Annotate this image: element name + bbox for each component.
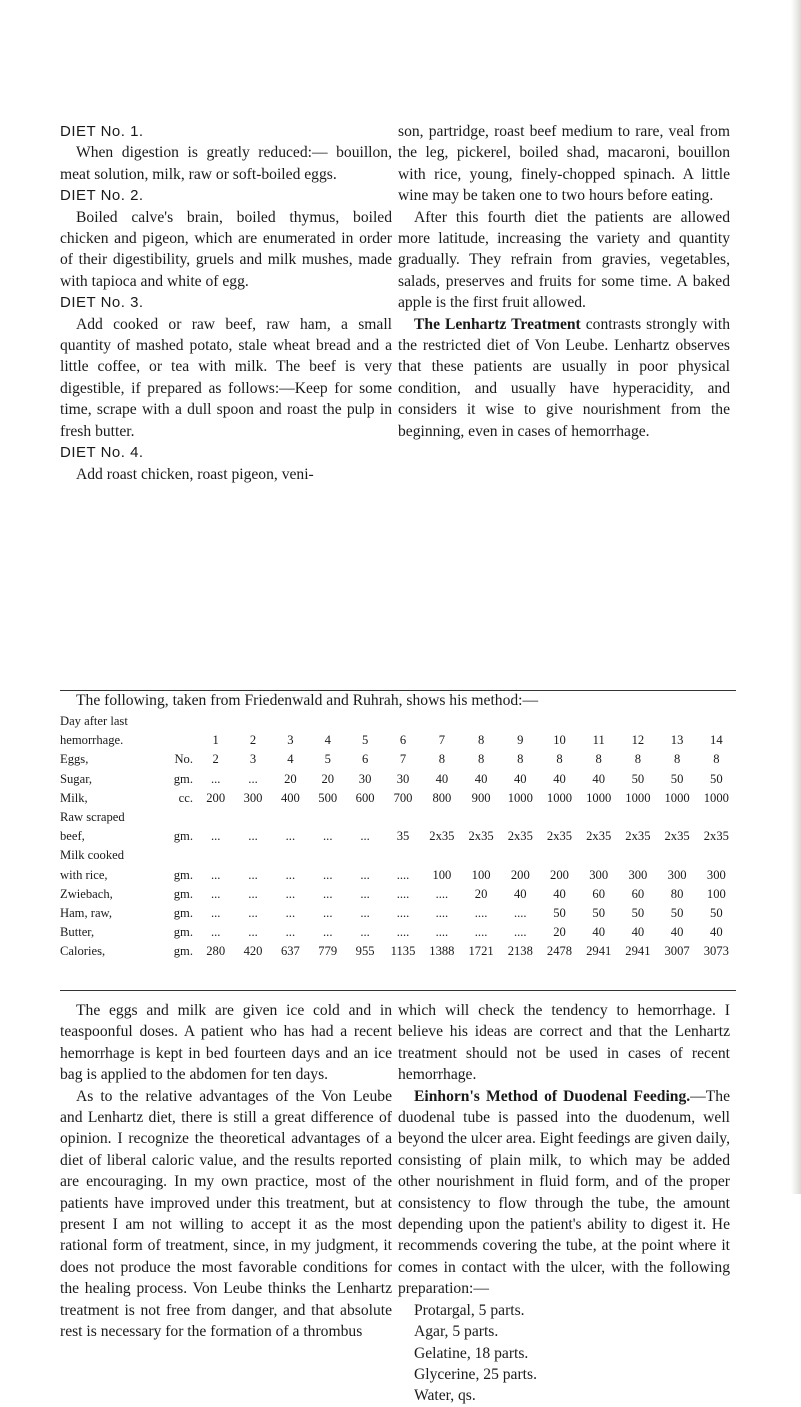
table-row	[60, 942, 736, 961]
table-cell: ...	[210, 829, 221, 844]
right-column	[398, 121, 730, 485]
right-paragraph-2: After this fourth diet the patients are allowed more latitude, increasing the variety and quantity gradually. They refrain from gravies, vegetables, salads, preserves and fruits for some time. A baked apple is the first fruit allowed.	[398, 208, 730, 312]
table-empty-cell	[422, 808, 461, 827]
recipe-item: Protargal, 5 parts.	[414, 1301, 525, 1319]
table-cell: ...	[360, 906, 370, 921]
table-cell: ....	[513, 906, 527, 921]
table-empty-cell	[618, 808, 657, 827]
table-cell: 420	[243, 944, 263, 959]
table-cell: ....	[474, 906, 488, 921]
table-empty-cell	[579, 846, 618, 865]
table-cell: 2x35	[625, 829, 651, 844]
table-cell: ...	[360, 867, 370, 882]
table-cell: ...	[210, 867, 221, 882]
table-row	[60, 750, 736, 769]
table-header-pre-row	[60, 712, 736, 731]
lower-right-paragraph-2	[398, 1086, 730, 1300]
table-cell: ...	[323, 886, 333, 901]
table-day-header: 14	[710, 733, 723, 748]
table-cell: 8	[595, 752, 602, 767]
table-day-header: 10	[553, 733, 566, 748]
table-cell: 500	[318, 790, 338, 805]
table-empty-cell	[461, 712, 500, 731]
lenhartz-runin-heading: The Lenhartz Treatment	[414, 315, 581, 333]
table-cell: ....	[435, 925, 449, 940]
table-empty-cell	[461, 846, 500, 865]
table-cell: 2x35	[703, 829, 729, 844]
table-empty-cell	[272, 712, 309, 731]
table-cell: 2478	[546, 944, 573, 959]
table-cell: 2x35	[586, 829, 612, 844]
row-label-name: Butter,	[60, 925, 95, 940]
table-cell: 8	[713, 752, 720, 767]
table-cell: 35	[396, 829, 410, 844]
table-row	[60, 885, 736, 904]
table-cell: 50	[710, 771, 723, 786]
left-column	[60, 121, 392, 485]
table-row-pre-label: Milk cooked	[60, 848, 125, 863]
table-cell: ...	[285, 867, 296, 882]
table-cell: ...	[248, 906, 258, 921]
table-empty-cell	[501, 808, 540, 827]
table-cell: 100	[432, 867, 452, 882]
table-empty-cell	[309, 846, 346, 865]
diet4-heading: DIET No. 4.	[60, 444, 144, 462]
table-cell: 3073	[703, 944, 729, 959]
table-cell: 40	[710, 925, 723, 940]
row-label-name: Ham, raw,	[60, 906, 112, 921]
table-cell: 955	[355, 944, 375, 959]
einhorn-runin-heading: Einhorn's Method of Duodenal Feeding.	[414, 1087, 691, 1105]
table-row	[60, 923, 736, 942]
table-cell: 1388	[429, 944, 455, 959]
table-cell: 4	[287, 752, 294, 767]
einhorn-text: —The duodenal tube is passed into the duodenum, well beyond the ulcer area. Eight feedings are given daily, consisting of plain milk, to which may be added other nourishment in fluid form, and of the proper consistency to flow through the tube, the amount depending upon the patient's ability to digest it. He recommends covering the tube, at the point where it comes in contact with the ulcer, with the following preparation:—	[398, 1087, 730, 1298]
table-row-pre	[60, 846, 736, 865]
table-row-label	[60, 923, 197, 942]
table-cell: 40	[553, 886, 566, 901]
table-cell: 200	[206, 790, 226, 805]
table-cell: 40	[670, 925, 684, 940]
lower-left-paragraph-2: As to the relative advantages of the Von Leube and Lenhartz diet, there is still a great difference of opinion. I recognize the theoretical advantages of a diet of liberal caloric value, and the results reported are encouraging. In my own practice, most of the patients have improved under this treatment, but at present I am not willing to accept it as the most rational form of treatment, since, in my judgment, it does not produce the most favorable conditions for the healing process. Von Leube thinks the Lenhartz treatment is not free from danger, and that absolute rest is necessary for the formation of a thrombus	[60, 1087, 392, 1341]
table-empty-cell	[461, 808, 500, 827]
table-day-header: 1	[212, 733, 219, 748]
table-day-header: 3	[287, 733, 294, 748]
diet1-text: When digestion is greatly reduced:— bouillon, meat solution, milk, raw or soft-boiled eggs.	[60, 144, 392, 183]
table-row-label	[60, 770, 197, 789]
table-cell: 2x35	[546, 829, 573, 844]
table-empty-cell	[618, 846, 657, 865]
table-empty-cell	[697, 808, 736, 827]
table-cell: 600	[355, 790, 375, 805]
table-empty-cell	[197, 808, 234, 827]
table-cell: 2941	[625, 944, 651, 959]
table-cell: ....	[513, 925, 527, 940]
table-cell: 1000	[546, 790, 573, 805]
table-cell: 40	[553, 771, 566, 786]
lower-left-column	[60, 1000, 392, 1407]
lenhartz-diet-table	[60, 712, 736, 962]
table-day-header: 13	[670, 733, 684, 748]
table-empty-cell	[197, 846, 234, 865]
table-cell: 100	[706, 886, 726, 901]
table-cell: 280	[206, 944, 226, 959]
table-cell: ...	[210, 925, 221, 940]
table-row	[60, 904, 736, 923]
table-cell: ...	[323, 925, 333, 940]
table-cell: 2138	[507, 944, 533, 959]
table-row-pre-label: Raw scraped	[60, 810, 125, 825]
lenhartz-text: contrasts strongly with the restricted diet of Von Leube. Lenhartz observes that these patients are usually in poor physical condition, and usually have hyperacidity, and considers it wise to give nourishment from the beginning, even in cases of hemorrhage.	[398, 315, 730, 440]
table-cell: 60	[631, 886, 645, 901]
table-cell: 50	[710, 906, 723, 921]
table-cell: ....	[474, 925, 488, 940]
table-empty-cell	[346, 712, 383, 731]
row-label-name: Eggs,	[60, 752, 89, 767]
table-cell: 1000	[625, 790, 651, 805]
table-cell: ...	[210, 906, 221, 921]
table-intro: The following, taken from Friedenwald and Ruhrah, shows his method:—	[76, 692, 539, 709]
table-cell: 80	[670, 886, 684, 901]
table-header-label-top: Day after last	[60, 714, 128, 728]
table-header-row	[60, 731, 736, 750]
table-cell: ...	[248, 867, 258, 882]
table-cell: 30	[358, 771, 372, 786]
table-cell: ...	[360, 886, 370, 901]
row-label-unit: No.	[174, 752, 193, 767]
table-cell: 200	[510, 867, 530, 882]
table-day-header: 12	[631, 733, 645, 748]
table-cell: 8	[673, 752, 681, 767]
table-empty-cell	[384, 846, 423, 865]
table-day-header: 2	[249, 733, 257, 748]
table-empty-cell	[540, 846, 579, 865]
row-label-name: beef,	[60, 829, 85, 844]
table-cell: ...	[285, 886, 296, 901]
table-cell: 2x35	[664, 829, 690, 844]
table-empty-cell	[234, 808, 271, 827]
table-cell: 8	[517, 752, 524, 767]
table-cell: 50	[670, 906, 684, 921]
table-cell: ...	[285, 925, 296, 940]
table-cell: 3007	[664, 944, 690, 959]
row-label-unit: cc.	[178, 790, 193, 805]
table-cell: 1000	[664, 790, 690, 805]
row-label-name: with rice,	[60, 867, 108, 882]
table-empty-cell	[309, 712, 346, 731]
table-cell: 40	[592, 771, 605, 786]
table-cell: 3	[249, 752, 257, 767]
table-day-header: 6	[399, 733, 407, 748]
table-cell: 40	[513, 886, 527, 901]
lower-right-paragraph-1: which will check the tendency to hemorrhage. I believe his ideas are correct and that the Lenhartz treatment should not be used in cases of recent hemorrhage.	[398, 1002, 730, 1084]
table-cell: 2x35	[468, 829, 494, 844]
table-cell: 50	[631, 906, 645, 921]
diet2-text: Boiled calve's brain, boiled thymus, boiled chicken and pigeon, which are enumerated in order of their digestibility, gruels and milk mushes, made with tapioca and white of egg.	[60, 208, 392, 290]
table-empty-cell	[272, 808, 309, 827]
table-cell: 900	[471, 790, 491, 805]
table-cell: 50	[670, 771, 684, 786]
lower-columns	[60, 1000, 730, 1407]
table-empty-cell	[309, 808, 346, 827]
table-cell: 400	[280, 790, 300, 805]
table-cell: 300	[667, 867, 687, 882]
right-paragraph-3	[398, 314, 730, 442]
table-row-label	[60, 789, 197, 808]
row-label-unit: gm.	[173, 886, 193, 901]
table-empty-cell	[384, 712, 423, 731]
table-cell: 300	[589, 867, 609, 882]
table-empty-cell	[501, 846, 540, 865]
table-day-header: 8	[477, 733, 485, 748]
row-label-unit: gm.	[173, 925, 193, 940]
table-cell: 8	[438, 752, 446, 767]
row-label-name: Milk,	[60, 790, 88, 805]
row-label-name: Calories,	[60, 944, 106, 959]
table-cell: ...	[323, 829, 333, 844]
table-cell: ...	[248, 829, 258, 844]
table-empty-cell	[346, 846, 383, 865]
table-cell: 6	[361, 752, 369, 767]
table-cell: 60	[592, 886, 605, 901]
table-cell: ...	[248, 886, 258, 901]
row-label-unit: gm.	[173, 771, 193, 786]
lower-left-paragraph-1: The eggs and milk are given ice cold and in teaspoonful doses. A patient who has had a recent hemorrhage is kept in bed fourteen days and an ice bag is applied to the abdomen for ten days.	[60, 1002, 392, 1084]
table-empty-cell	[422, 712, 461, 731]
table-cell: 30	[396, 771, 410, 786]
table-cell: ...	[360, 829, 370, 844]
table-cell: ...	[323, 906, 333, 921]
table-row-label	[60, 750, 197, 769]
table-cell: 8	[556, 752, 563, 767]
diet3-text: Add cooked or raw beef, raw ham, a small quantity of mashed potato, stale wheat bread and a little coffee, or tea with milk. The beef is very digestible, if prepared as follows:—Keep for some time, scrape with a dull spoon and roast the pulp in fresh butter.	[60, 315, 392, 440]
table-empty-cell	[346, 808, 383, 827]
table-cell: ....	[396, 886, 410, 901]
table-cell: 1000	[703, 790, 729, 805]
table-cell: 40	[474, 771, 488, 786]
table-cell: 40	[435, 771, 449, 786]
table-row-label	[60, 885, 197, 904]
table-cell: 300	[628, 867, 648, 882]
row-label-unit: gm.	[173, 829, 193, 844]
upper-columns	[60, 121, 730, 485]
table-cell: 7	[399, 752, 407, 767]
table-cell: 2941	[586, 944, 612, 959]
table-day-header: 9	[517, 733, 524, 748]
table-empty-cell	[234, 712, 271, 731]
table-cell: 100	[471, 867, 491, 882]
lower-right-column	[398, 1000, 730, 1407]
table-empty-cell	[618, 712, 657, 731]
table-cell: 8	[477, 752, 485, 767]
table-day-header: 4	[324, 733, 331, 748]
table-cell: 40	[592, 925, 605, 940]
table-cell: 779	[318, 944, 338, 959]
table-cell: 2	[212, 752, 219, 767]
table-cell: ....	[396, 925, 410, 940]
table-day-header: 5	[361, 733, 369, 748]
recipe-item: Water, qs.	[414, 1387, 476, 1405]
table-empty-cell	[540, 808, 579, 827]
row-label-unit: gm.	[173, 944, 193, 959]
table-cell: 300	[706, 867, 726, 882]
recipe-item: Glycerine, 25 parts.	[414, 1365, 537, 1383]
table-cell: 1135	[390, 944, 416, 959]
recipe-list	[398, 1300, 730, 1407]
table-cell: ....	[435, 906, 449, 921]
table-cell: ...	[285, 906, 296, 921]
table-cell: 700	[393, 790, 413, 805]
table-empty-cell	[658, 846, 697, 865]
table-cell: ...	[285, 829, 296, 844]
recipe-item: Gelatine, 18 parts.	[414, 1344, 529, 1362]
diet-table-body	[60, 712, 736, 962]
table-row-label	[60, 827, 197, 846]
diet3-heading: DIET No. 3.	[60, 294, 144, 312]
table-empty-cell	[658, 808, 697, 827]
table-empty-cell	[579, 712, 618, 731]
table-row	[60, 827, 736, 846]
table-cell: 8	[634, 752, 642, 767]
table-cell: ...	[248, 925, 258, 940]
table-cell: ....	[396, 906, 410, 921]
table-empty-cell	[579, 808, 618, 827]
table-cell: 1000	[507, 790, 533, 805]
table-cell: 20	[474, 886, 488, 901]
table-cell: ...	[210, 886, 221, 901]
table-cell: 2x35	[507, 829, 533, 844]
right-paragraph-1: son, partridge, roast beef medium to rare, veal from the leg, pickerel, boiled shad, macaroni, bouillon with rice, young, finely-chopped spinach. A little wine may be taken one to two hours before eating.	[398, 123, 730, 205]
table-cell: 50	[553, 906, 566, 921]
diet1-heading: DIET No. 1.	[60, 123, 144, 140]
table-cell: 40	[513, 771, 527, 786]
table-cell: 50	[592, 906, 605, 921]
table-empty-cell	[697, 846, 736, 865]
table-cell: ...	[360, 925, 370, 940]
page-edge-shadow	[791, 0, 801, 1194]
table-row-pre	[60, 808, 736, 827]
diet2-heading: DIET No. 2.	[60, 187, 144, 205]
diet4-text: Add roast chicken, roast pigeon, veni-	[76, 465, 314, 483]
recipe-item: Agar, 5 parts.	[414, 1323, 499, 1341]
table-cell: ....	[396, 867, 410, 882]
table-cell: ...	[323, 867, 333, 882]
table-empty-cell	[422, 846, 461, 865]
table-row-label	[60, 942, 197, 961]
row-label-name: Zwiebach,	[60, 886, 113, 901]
table-empty-cell	[197, 712, 234, 731]
row-label-name: Sugar,	[60, 771, 93, 786]
table-row	[60, 789, 736, 808]
table-cell: 50	[631, 771, 645, 786]
table-day-header: 11	[592, 733, 605, 748]
table-cell: 200	[550, 867, 569, 882]
table-row	[60, 770, 736, 789]
table-empty-cell	[384, 808, 423, 827]
table-cell: 637	[280, 944, 300, 959]
table-empty-cell	[234, 846, 271, 865]
table-row-label	[60, 866, 197, 885]
table-cell: 40	[631, 925, 645, 940]
table-cell: 5	[324, 752, 331, 767]
table-empty-cell	[501, 712, 540, 731]
table-cell: 300	[243, 790, 263, 805]
table-day-header: 7	[438, 733, 446, 748]
table-cell: 800	[432, 790, 452, 805]
table-bottom-rule	[60, 990, 736, 991]
table-cell: ....	[435, 886, 449, 901]
table-cell: ...	[210, 771, 221, 786]
table-cell: ...	[248, 771, 258, 786]
table-cell: 20	[284, 771, 297, 786]
table-cell: 1721	[468, 944, 494, 959]
table-cell: 20	[553, 925, 566, 940]
table-cell: 20	[321, 771, 335, 786]
table-empty-cell	[697, 712, 736, 731]
table-row	[60, 866, 736, 885]
table-cell: 2x35	[429, 829, 455, 844]
table-row-label	[60, 904, 197, 923]
table-empty-cell	[540, 712, 579, 731]
table-empty-cell	[658, 712, 697, 731]
table-cell: 1000	[586, 790, 612, 805]
table-empty-cell	[272, 846, 309, 865]
row-label-unit: gm.	[173, 867, 193, 882]
table-header-label: hemorrhage.	[60, 733, 124, 748]
row-label-unit: gm.	[173, 906, 193, 921]
